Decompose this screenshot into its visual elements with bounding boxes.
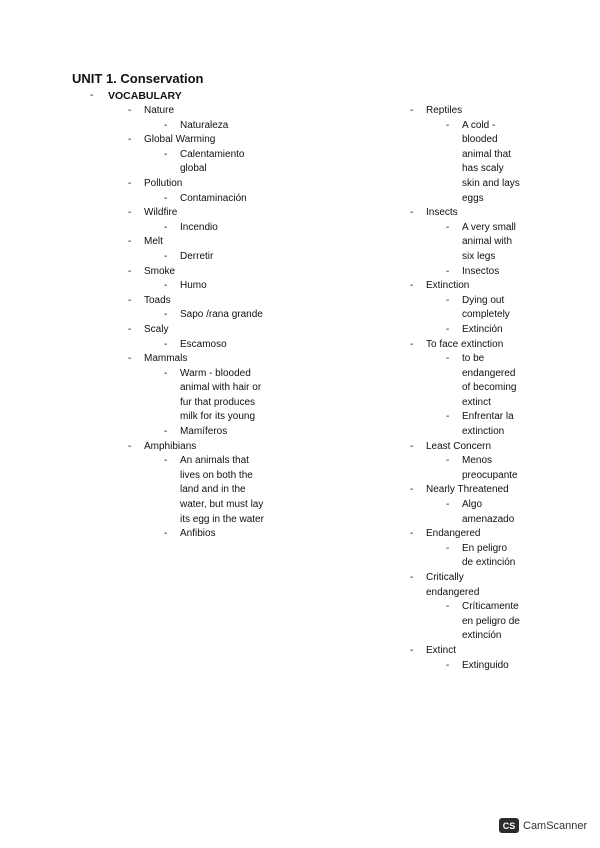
- vocab-term: - Amphibians: [128, 440, 264, 455]
- bullet-dash: -: [90, 90, 94, 101]
- vocab-definition: - Extinguido: [410, 659, 520, 674]
- section-heading: VOCABULARY: [108, 90, 182, 102]
- vocab-definition: - Sapo /rana grande: [128, 308, 264, 323]
- vocab-definition: - Menos preocupante: [410, 454, 520, 483]
- vocab-term: - Least Concern: [410, 440, 520, 455]
- vocab-definition: - Algo amenazado: [410, 498, 520, 527]
- vocab-definition: - Anfibios: [128, 527, 264, 542]
- vocab-definition: - An animals that lives on both the land and in the water, but must lay its egg in the water: [128, 454, 264, 527]
- vocab-definition: - Escamoso: [128, 338, 264, 353]
- vocab-term: - Reptiles: [410, 104, 520, 119]
- vocab-term: - Extinct: [410, 644, 520, 659]
- vocab-definition: - Naturaleza: [128, 119, 264, 134]
- vocab-definition: - Warm - blooded animal with hair or fur that produces milk for its young: [128, 367, 264, 425]
- page-title: UNIT 1. Conservation: [72, 71, 204, 86]
- vocab-definition: - Humo: [128, 279, 264, 294]
- vocab-term: - To face extinction: [410, 338, 520, 353]
- vocab-term: - Wildfire: [128, 206, 264, 221]
- vocab-definition: - En peligro de extinción: [410, 542, 520, 571]
- camscanner-label: CamScanner: [523, 819, 588, 832]
- vocab-definition: - A very small animal with six legs: [410, 221, 520, 265]
- vocab-term: - Nature: [128, 104, 264, 119]
- vocab-term: - Critically endangered: [410, 571, 520, 600]
- vocab-definition: - Incendio: [128, 221, 264, 236]
- vocab-term: - Melt: [128, 235, 264, 250]
- camscanner-logo-icon: CS: [499, 818, 519, 833]
- vocab-definition: - Extinción: [410, 323, 520, 338]
- vocab-term: - Toads: [128, 294, 264, 309]
- vocab-definition: - Calentamiento global: [128, 148, 264, 177]
- vocab-term: - Mammals: [128, 352, 264, 367]
- vocab-definition: - Insectos: [410, 265, 520, 280]
- left-vocabulary-column: [128, 104, 264, 542]
- vocab-term: - Scaly: [128, 323, 264, 338]
- vocab-term: - Smoke: [128, 265, 264, 280]
- vocab-definition: - Contaminación: [128, 192, 264, 207]
- vocab-definition: - Mamíferos: [128, 425, 264, 440]
- camscanner-watermark: [499, 818, 587, 833]
- vocab-definition: - Críticamente en peligro de extinción: [410, 600, 520, 644]
- vocab-term: - Global Warming: [128, 133, 264, 148]
- vocab-definition: - Dying out completely: [410, 294, 520, 323]
- vocab-term: - Nearly Threatened: [410, 483, 520, 498]
- vocab-term: - Pollution: [128, 177, 264, 192]
- vocab-term: - Extinction: [410, 279, 520, 294]
- vocab-definition: - Derretir: [128, 250, 264, 265]
- vocab-definition: - Enfrentar la extinction: [410, 410, 520, 439]
- vocab-definition: - A cold - blooded animal that has scaly skin and lays eggs: [410, 119, 520, 207]
- right-vocabulary-column: [410, 104, 520, 673]
- vocab-term: - Endangered: [410, 527, 520, 542]
- vocab-term: - Insects: [410, 206, 520, 221]
- vocab-definition: - to be endangered of becoming extinct: [410, 352, 520, 410]
